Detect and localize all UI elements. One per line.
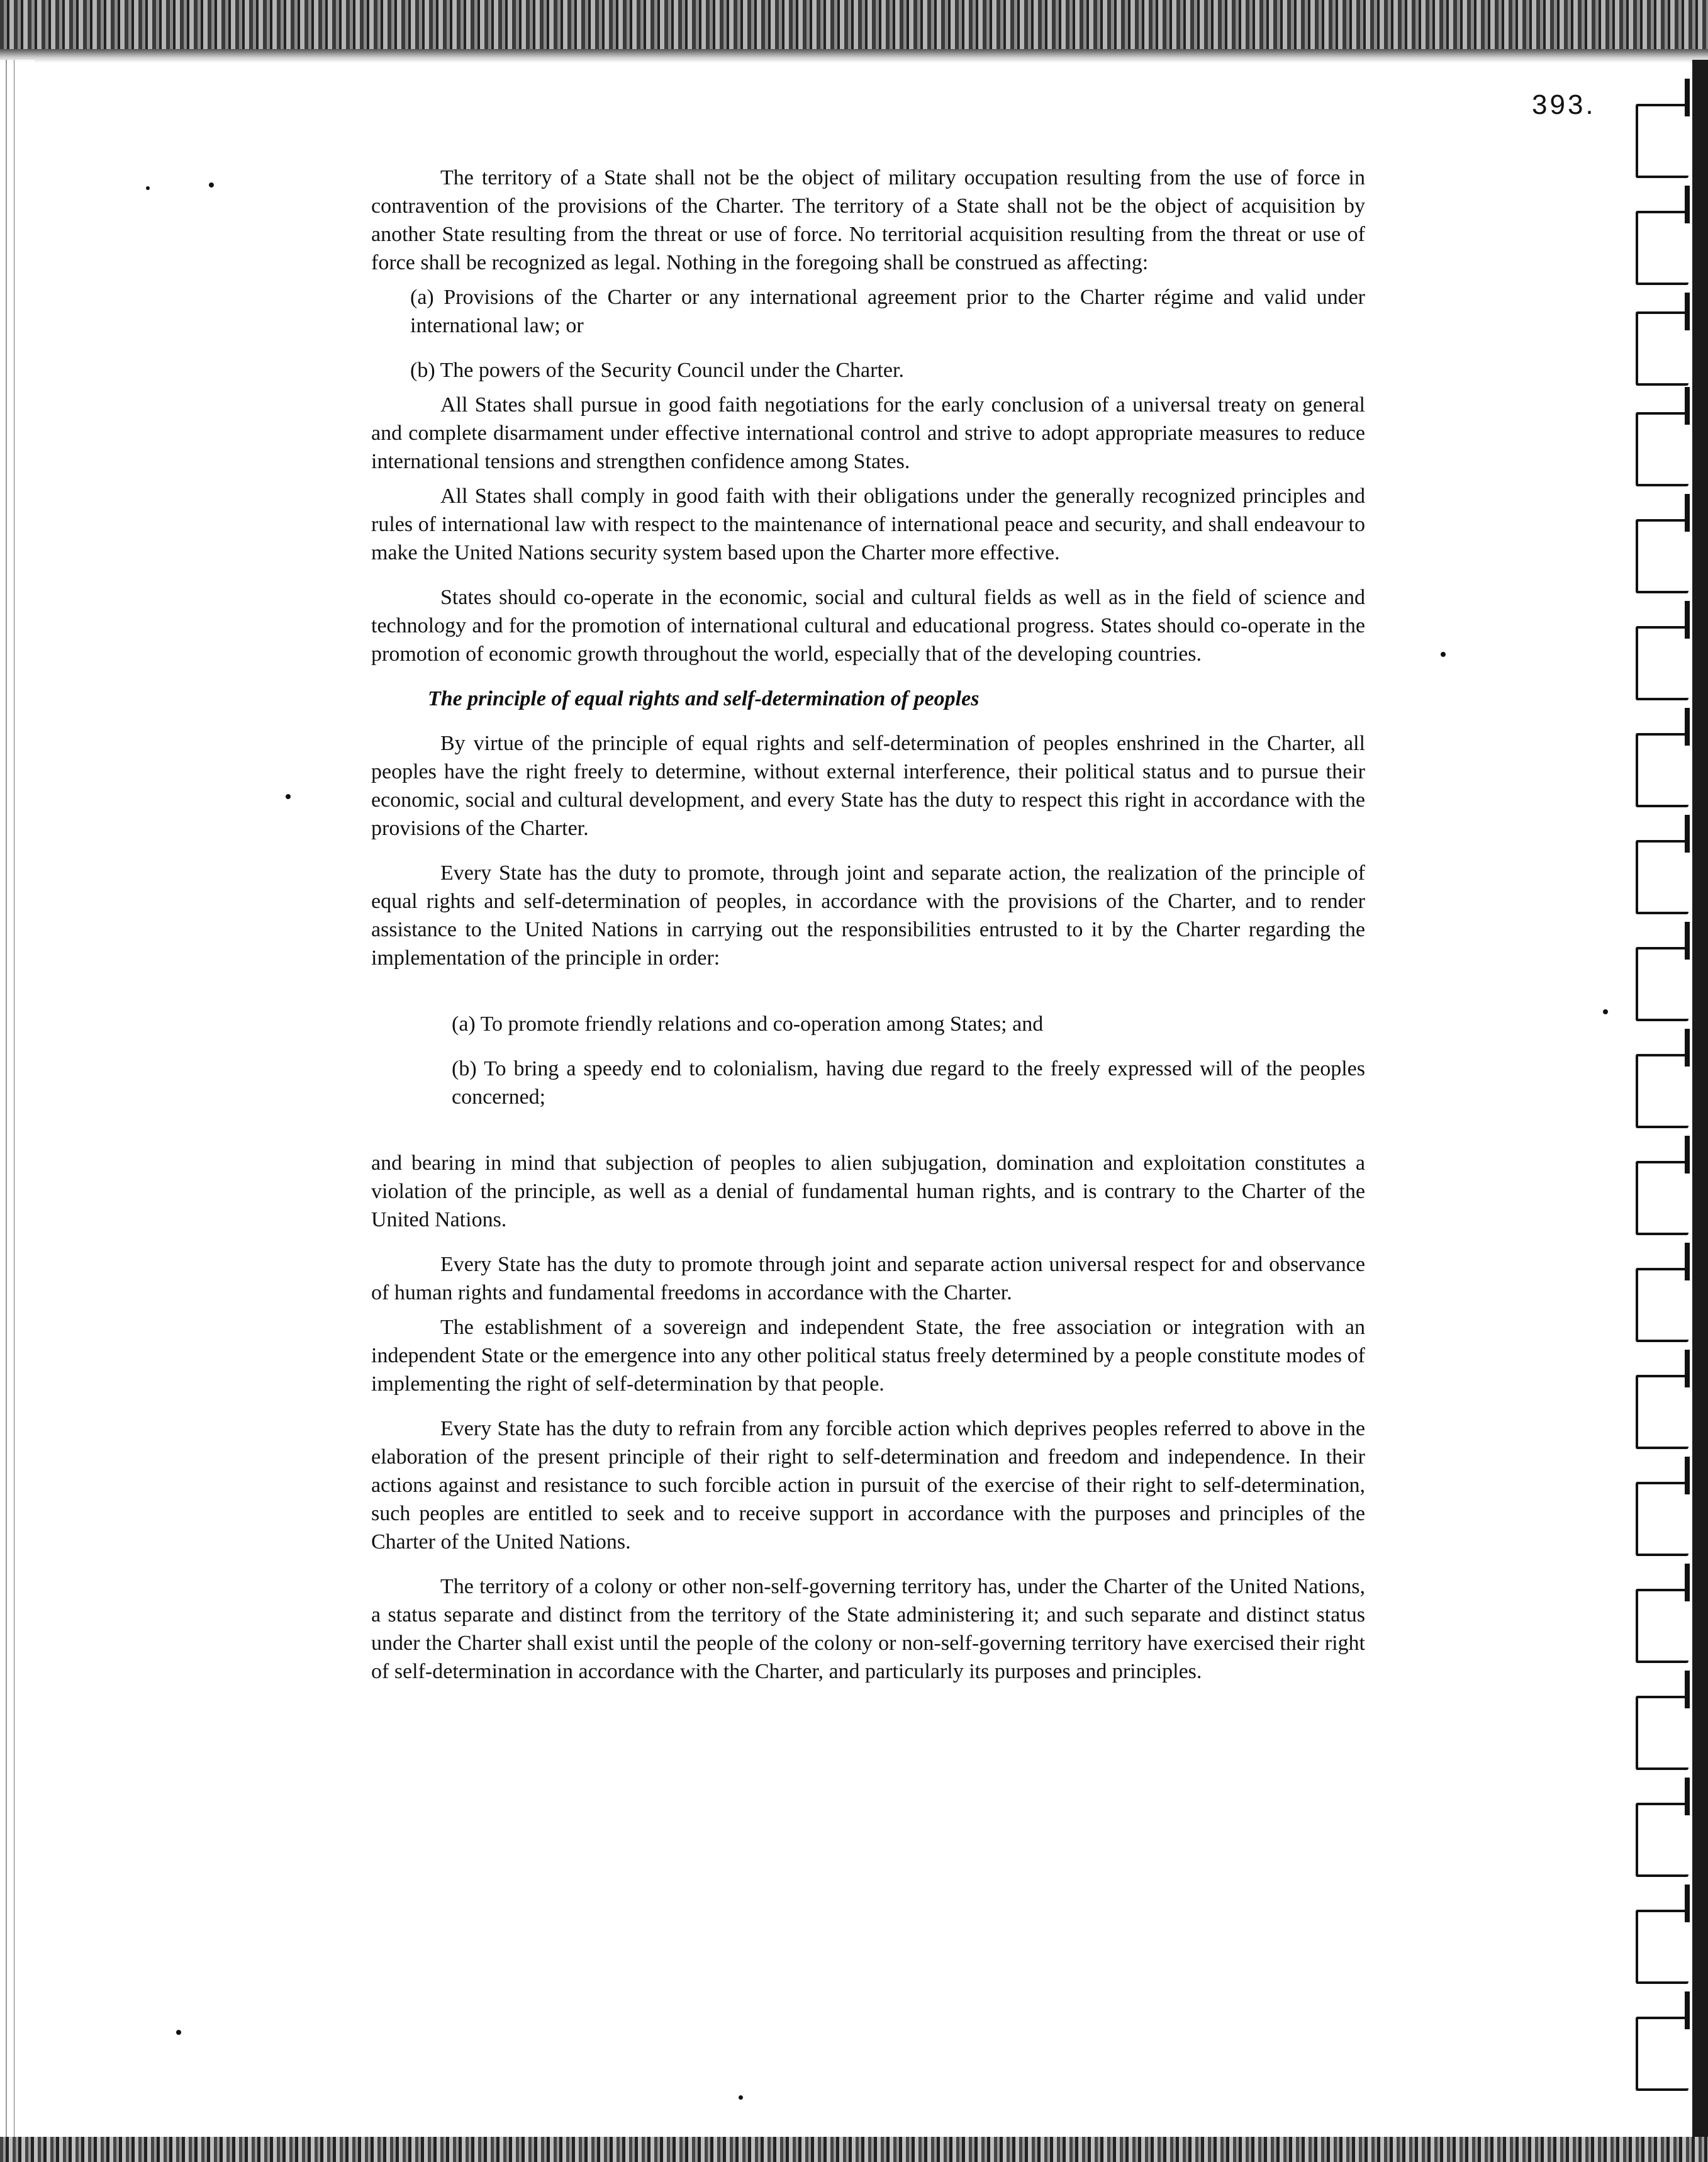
list-item: (b) The powers of the Security Council under the Charter. — [410, 359, 904, 382]
binder-tab — [1685, 1350, 1690, 1387]
binder-ring — [1636, 311, 1688, 386]
scan-left-margin-lines — [0, 60, 35, 2137]
paragraph: The territory of a State shall not be the object of military occupation resulting from the use of force in contravention of the provisions of the Charter. The territory of a State shall not be the object of acquisition by another State resulting from the threat or use of force. No territorial acquisition resulting from the threat or use of force shall be recognized as legal. Nothing in the foregoing shall be construed as affecting: — [371, 166, 1365, 274]
binder-ring — [1636, 733, 1688, 807]
paragraph: The territory of a colony or other non-self-governing territory has, under the Charter of the United Nations, a status separate and distinct from the territory of the State administering it; and such separate and distinct status under the Charter shall exist until the people of the colony or non-self-governing territory have exercised their right of self-determination in accordance with the Charter, and particularly its purposes and principles. — [371, 1575, 1365, 1683]
scan-speck — [286, 794, 291, 799]
binder-ring — [1636, 1268, 1688, 1342]
paragraph: All States shall comply in good faith with their obligations under the generally recognized principles and rules of international law with respect to the maintenance of international peace and security, and shall endeavour to make the United Nations security system based upon the Charter more effective. — [371, 484, 1365, 564]
binder-ring — [1636, 1910, 1688, 1984]
paragraph: Every State has the duty to refrain from any forcible action which deprives peoples referred to above in the elaboration of the present principle of their right to self-determination and freedom and independence. In their actions against and resistance to such forcible action in pursuit of the exercise of their right to self-determination, such peoples are entitled to seek and to receive support in accordance with the purposes and principles of the Charter of the United Nations. — [371, 1417, 1365, 1554]
binder-ring — [1636, 1803, 1688, 1877]
binder-tab — [1685, 494, 1690, 532]
binder-ring — [1636, 211, 1688, 285]
document-body — [371, 164, 1365, 1686]
scan-speck — [1441, 652, 1446, 657]
paragraph: Every State has the duty to promote through joint and separate action universal respect for and observance of human rights and fundamental freedoms in accordance with the Charter. — [371, 1253, 1365, 1304]
scan-top-shadow — [0, 49, 1708, 63]
binder-tab — [1685, 1029, 1690, 1067]
binder-tab — [1685, 708, 1690, 746]
binder-rings — [1610, 60, 1692, 2137]
binder-ring — [1636, 840, 1688, 914]
binder-ring — [1636, 1054, 1688, 1128]
scan-speck — [1603, 1009, 1608, 1014]
scan-bottom-border — [0, 2137, 1708, 2162]
binder-ring — [1636, 1482, 1688, 1556]
scan-speck — [739, 2095, 743, 2100]
binder-ring — [1636, 626, 1688, 700]
binder-tab — [1685, 1243, 1690, 1280]
binder-ring — [1636, 2017, 1688, 2091]
paragraph: The establishment of a sovereign and independent State, the free association or integration with an independent State or the emergence into any other political status freely determined by a people constitute modes of implementing the right of self-determination by that people. — [371, 1316, 1365, 1396]
paragraph: All States shall pursue in good faith negotiations for the early conclusion of a universal treaty on general and complete disarmament under effective international control and strive to adopt appropriate measures to reduce international tensions and strengthen confidence among States. — [371, 393, 1365, 473]
binder-tab — [1685, 815, 1690, 853]
paragraph: and bearing in mind that subjection of peoples to alien subjugation, domination and exploitation constitutes a violation of the principle, as well as a denial of fundamental human rights, and is contrary to the Charter of the United Nations. — [371, 1151, 1365, 1231]
binder-tab — [1685, 922, 1690, 960]
scan-speck — [176, 2030, 181, 2035]
binder-tab — [1685, 601, 1690, 639]
binder-ring — [1636, 412, 1688, 486]
scan-right-border — [1692, 60, 1708, 2137]
binder-tab — [1685, 1991, 1690, 2029]
list-item: (a) To promote friendly relations and co-operation among States; and — [452, 1012, 1044, 1036]
paragraph: Every State has the duty to promote, through joint and separate action, the realization of the principle of equal rights and self-determination of peoples, in accordance with the provisions of the Charter, and to render assistance to the United Nations in carrying out the responsibilities entrusted to it by the Charter regarding the implementation of the principle in order: — [371, 861, 1365, 970]
list-item: (b) To bring a speedy end to colonialism, having due regard to the freely expressed will of the peoples concerned; — [452, 1057, 1365, 1109]
binder-ring — [1636, 519, 1688, 593]
paragraph: By virtue of the principle of equal rights and self-determination of peoples enshrined in the Charter, all peoples have the right freely to determine, without external interference, their political status and to pursue their economic, social and cultural development, and every State has the duty to respect this right in accordance with the provisions of the Charter. — [371, 732, 1365, 840]
binder-tab — [1685, 186, 1690, 223]
binder-tab — [1685, 1885, 1690, 1922]
binder-ring — [1636, 1161, 1688, 1235]
binder-tab — [1685, 79, 1690, 116]
scan-speck — [209, 182, 214, 188]
binder-tab — [1685, 293, 1690, 330]
binder-ring — [1636, 104, 1688, 178]
binder-tab — [1685, 1778, 1690, 1815]
binder-ring — [1636, 1589, 1688, 1663]
binder-tab — [1685, 1671, 1690, 1708]
scan-speck — [146, 186, 150, 190]
binder-ring — [1636, 1696, 1688, 1770]
page-number: 393. — [1532, 89, 1596, 120]
binder-tab — [1685, 387, 1690, 425]
binder-tab — [1685, 1136, 1690, 1173]
paragraph: States should co-operate in the economic, social and cultural fields as well as in the field of science and technology and for the promotion of international cultural and educational progress. States should co-operate in the promotion of economic growth throughout the world, especially that of the developing countries. — [371, 586, 1365, 666]
binder-ring — [1636, 1375, 1688, 1449]
binder-ring — [1636, 947, 1688, 1021]
section-heading: The principle of equal rights and self-determination of peoples — [428, 687, 980, 710]
binder-tab — [1685, 1564, 1690, 1601]
list-item: (a) Provisions of the Charter or any international agreement prior to the Charter régime and valid under international law; or — [410, 286, 1365, 337]
binder-tab — [1685, 1457, 1690, 1494]
